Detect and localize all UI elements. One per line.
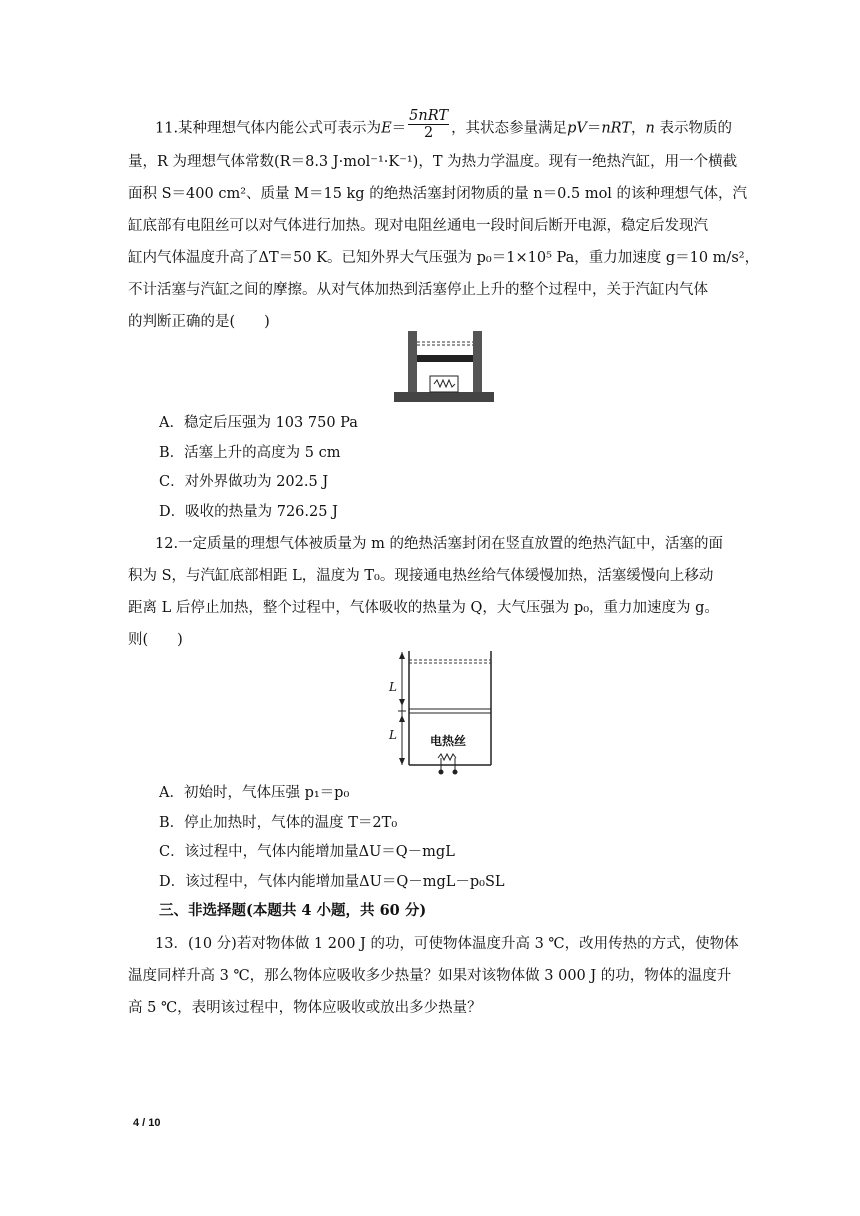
q11-frac-numerator (408, 108, 449, 125)
q12-line2: 积为 S，与汽缸底部相距 L，温度为 T₀。现接通电热丝给气体缓慢加热，活塞缓慢向上移动 (128, 568, 714, 584)
q12-cylinder-drawing (388, 648, 500, 780)
arrow-bottom (399, 758, 405, 765)
q11-option-a: A．稳定后压强为 103 750 Pa (159, 415, 358, 431)
q11-var-E: E (381, 120, 392, 137)
q11-option-d: D．吸收的热量为 726.25 J (159, 504, 338, 520)
terminal-right (453, 770, 458, 775)
q12-line1: 12.一定质量的理想气体被质量为 m 的绝热活塞封闭在竖直放置的绝热汽缸中，活塞的面 (155, 536, 724, 552)
q12-line4: 则( ) (128, 632, 183, 648)
q11-fraction (408, 108, 449, 141)
q11-var-nRT: nRT (601, 120, 632, 137)
q11-frac-denominator: 2 (423, 125, 434, 141)
arrow-mid-down (399, 715, 405, 722)
q13-line3: 高 5 ℃，表明该过程中，物体应吸收或放出多少热量？ (128, 1000, 482, 1016)
cylinder-right-wall (473, 331, 482, 392)
q13-line1: 13．(10 分)若对物体做 1 200 J 的功，可使物体温度升高 3 ℃，改用传热的方式，使物体 (155, 936, 739, 952)
q11-line3: 面积 S＝400 cm²、质量 M＝15 kg 的绝热活塞封闭物质的量 n＝0.5 mol 的该种理想气体，汽 (128, 186, 748, 202)
q11-line4: 缸底部有电阻丝可以对气体进行加热。现对电阻丝通电一段时间后断开电源，稳定后发现汽 (128, 218, 708, 234)
label-L-lower: L (389, 728, 397, 742)
q11-comma: ， (631, 120, 646, 137)
piston (417, 355, 473, 362)
q12-option-a: A．初始时，气体压强 p₁＝p₀ (159, 785, 350, 801)
heater-label: 电热丝 (430, 734, 467, 748)
base-plate (394, 392, 494, 402)
q12-option-c: C．该过程中，气体内能增加量ΔU＝Q－mgL (159, 844, 455, 860)
q11-cylinder-figure (390, 325, 498, 405)
label-L-upper: L (389, 680, 397, 694)
q12-line3: 距离 L 后停止加热，整个过程中，气体吸收的热量为 Q，大气压强为 p₀，重力加速度为 g。 (128, 600, 719, 616)
heater-coil (434, 380, 455, 387)
q11-option-c: C．对外界做功为 202.5 J (159, 474, 329, 490)
arrow-top (399, 652, 405, 659)
q11-var-pV: pV (567, 120, 587, 137)
q11-var-n: n (645, 120, 655, 137)
q12-option-d: D．该过程中，气体内能增加量ΔU＝Q－mgL－p₀SL (159, 874, 505, 890)
q12-option-b: B．停止加热时，气体的温度 T＝2T₀ (159, 815, 398, 831)
page-number: 4 / 10 (133, 1117, 161, 1129)
q11-line6: 不计活塞与汽缸之间的摩擦。从对气体加热到活塞停止上升的整个过程中，关于汽缸内气体 (128, 282, 708, 298)
q11-option-b: B．活塞上升的高度为 5 cm (159, 445, 341, 461)
q13-line2: 温度同样升高 3 ℃，那么物体应吸收多少热量？如果对该物体做 3 000 J 的功，物体的温度升 (128, 968, 732, 984)
terminal-left (439, 770, 444, 775)
q11-line7: 的判断正确的是( ) (128, 314, 270, 330)
q11-frac-num-text: 5nRT (409, 108, 449, 124)
q11-line5: 缸内气体温度升高了ΔT＝50 K。已知外界大气压强为 p₀＝1×10⁵ Pa，重力加速度 g＝10 m/s²， (128, 250, 760, 266)
q11-line1 (155, 108, 765, 145)
q11-text-a: 11.某种理想气体内能公式可表示为 (155, 120, 382, 137)
q11-line2: 量，R 为理想气体常数(R＝8.3 J·mol⁻¹·K⁻¹)，T 为热力学温度。现有一绝热汽缸，用一个横截 (128, 154, 738, 170)
q11-text-b: ，其状态参量满足 (451, 120, 568, 137)
q11-eq-sign-2: ＝ (586, 120, 602, 137)
q11-eq-sign: ＝ (391, 120, 407, 137)
q11-text-d: 表示物质的 (659, 120, 732, 137)
cylinder-left-wall (408, 331, 417, 392)
arrow-mid-up (399, 699, 405, 706)
section-heading: 三、非选择题(本题共 4 小题，共 60 分) (159, 902, 427, 919)
q12-cylinder-figure (388, 648, 500, 780)
